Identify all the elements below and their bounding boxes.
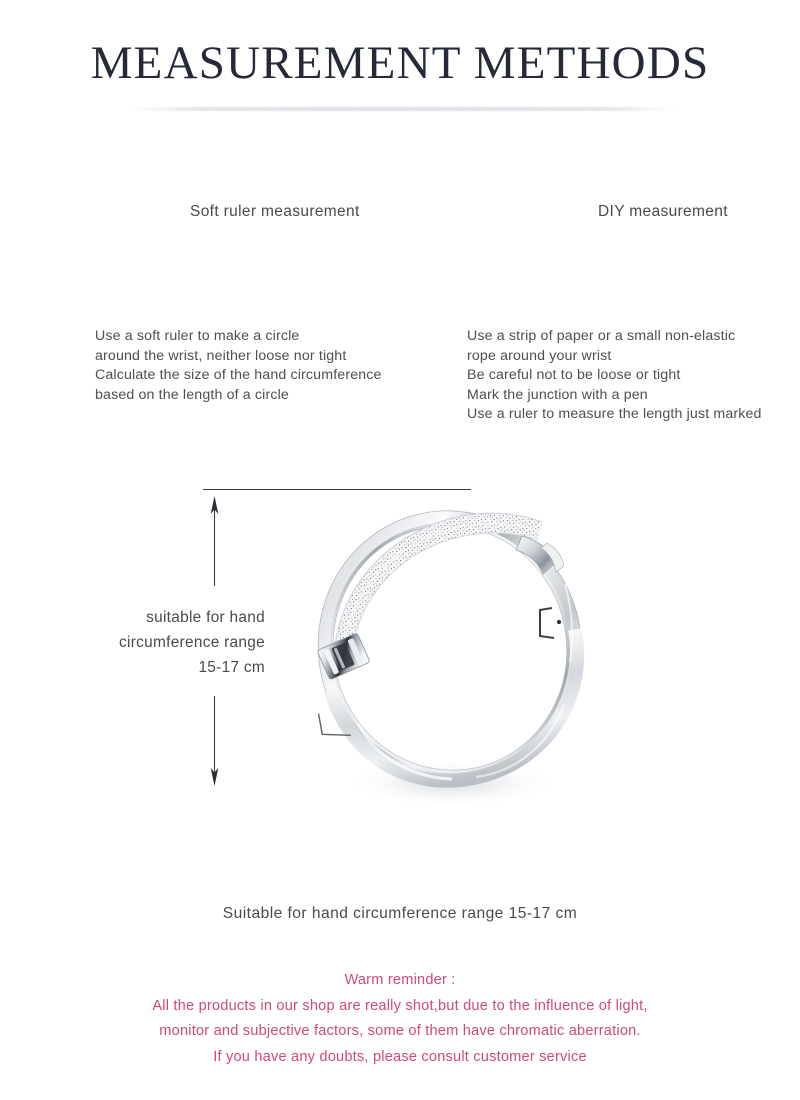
arrow-down-icon: [203, 696, 227, 786]
size-range-bottom-caption: Suitable for hand circumference range 15-17 cm: [222, 905, 578, 922]
instruction-line: Use a ruler to measure the length just marked: [467, 406, 762, 423]
instruction-line: Use a strip of paper or a small non-elastic: [467, 328, 736, 344]
title-divider: [130, 107, 675, 111]
warm-reminder-notice: [0, 968, 800, 1070]
instruction-line: based on the length of a circle: [95, 386, 289, 403]
warm-reminder-title: Warm reminder :: [344, 972, 456, 988]
silver-pave-bangle-bracelet: [300, 488, 600, 818]
warm-reminder-line: monitor and subjective factors, some of them have chromatic aberration.: [159, 1023, 641, 1040]
page-title: MEASUREMENT METHODS: [90, 37, 710, 89]
instruction-line: rope around your wrist: [467, 347, 612, 364]
arrow-up-icon: [203, 496, 227, 586]
diy-method-heading: DIY measurement: [598, 203, 728, 220]
warm-reminder-line: All the products in our shop are really shot,but due to the influence of light,: [152, 997, 648, 1014]
soft-ruler-method-instructions: [95, 327, 435, 405]
instruction-line: Use a soft ruler to make a circle: [95, 328, 300, 344]
instruction-line: Mark the junction with a pen: [467, 386, 648, 403]
side-caption-line: circumference range: [119, 634, 265, 651]
instruction-line: Be careful not to be loose or tight: [467, 367, 681, 384]
page-header: [0, 38, 800, 90]
side-caption-line: 15-17 cm: [198, 659, 265, 676]
instruction-line: around the wrist, neither loose nor tight: [95, 347, 347, 364]
size-range-side-caption: [40, 605, 265, 680]
side-caption-line: suitable for hand: [146, 609, 265, 626]
instruction-line: Calculate the size of the hand circumference: [95, 367, 382, 384]
diy-method-instructions: [467, 327, 787, 425]
soft-ruler-method-heading: Soft ruler measurement: [190, 203, 360, 220]
warm-reminder-line: If you have any doubts, please consult customer service: [213, 1048, 587, 1065]
